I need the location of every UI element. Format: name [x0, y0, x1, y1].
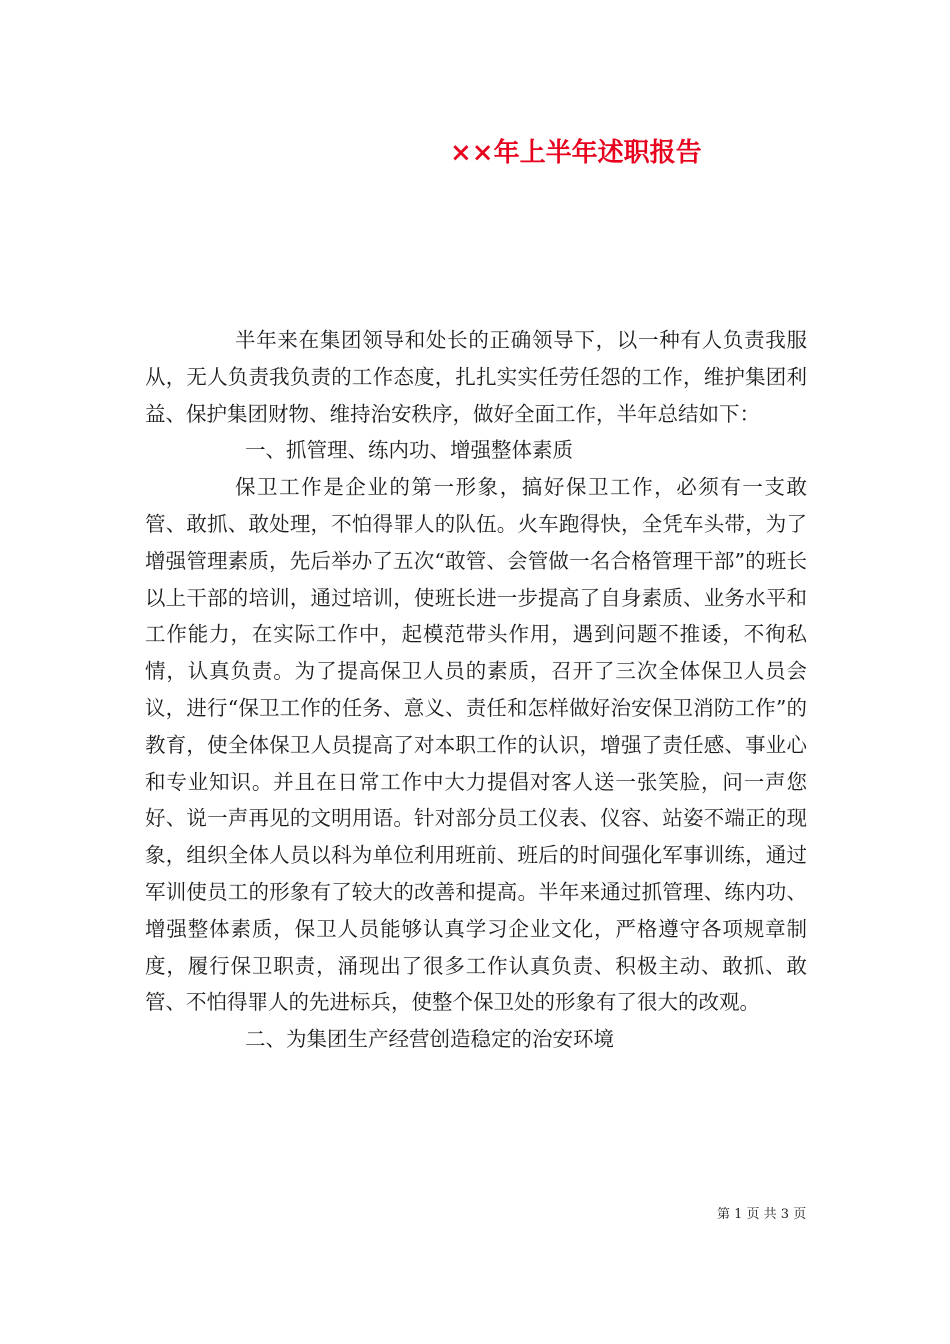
document-body [145, 322, 807, 1058]
section-1-paragraph: 保卫工作是企业的第一形象，搞好保卫工作，必须有一支敢管、敢抓、敢处理，不怕得罪人的队伍。火车跑得快，全凭车头带，为了增强管理素质，先后举办了五次“敢管、会管做一名合格管理干部”的班长以上干部的培训，通过培训，使班长进一步提高了自身素质、业务水平和工作能力，在实际工作中，起模范带头作用，遇到问题不推诿，不徇私情，认真负责。为了提高保卫人员的素质，召开了三次全体保卫人员会议，进行“保卫工作的任务、意义、责任和怎样做好治安保卫消防工作”的教育，使全体保卫人员提高了对本职工作的认识，增强了责任感、事业心和专业知识。并且在日常工作中大力提倡对客人送一张笑脸，问一声您好、说一声再见的文明用语。针对部分员工仪表、仪容、站姿不端正的现象，组织全体人员以科为单位利用班前、班后的时间强化军事训练，通过军训使员工的形象有了较大的改善和提高。半年来通过抓管理、练内功、增强整体素质，保卫人员能够认真学习企业文化，严格遵守各项规章制度，履行保卫职责，涌现出了很多工作认真负责、积极主动、敢抓、敢管、不怕得罪人的先进标兵，使整个保卫处的形象有了很大的改观。 [145, 475, 807, 1015]
page-number-footer: 第 1 页 共 3 页 [717, 1207, 807, 1222]
intro-paragraph: 半年来在集团领导和处长的正确领导下，以一种有人负责我服从，无人负责我负责的工作态度，扎扎实实任劳任怨的工作，维护集团利益、保护集团财物、维持治安秩序，做好全面工作，半年总结如下： [145, 328, 807, 426]
document-title: ××年上半年述职报告 [450, 138, 702, 168]
section-heading-1: 一、抓管理、练内功、增强整体素质 [245, 438, 573, 463]
section-heading-2: 二、为集团生产经营创造稳定的治安环境 [245, 1027, 614, 1052]
